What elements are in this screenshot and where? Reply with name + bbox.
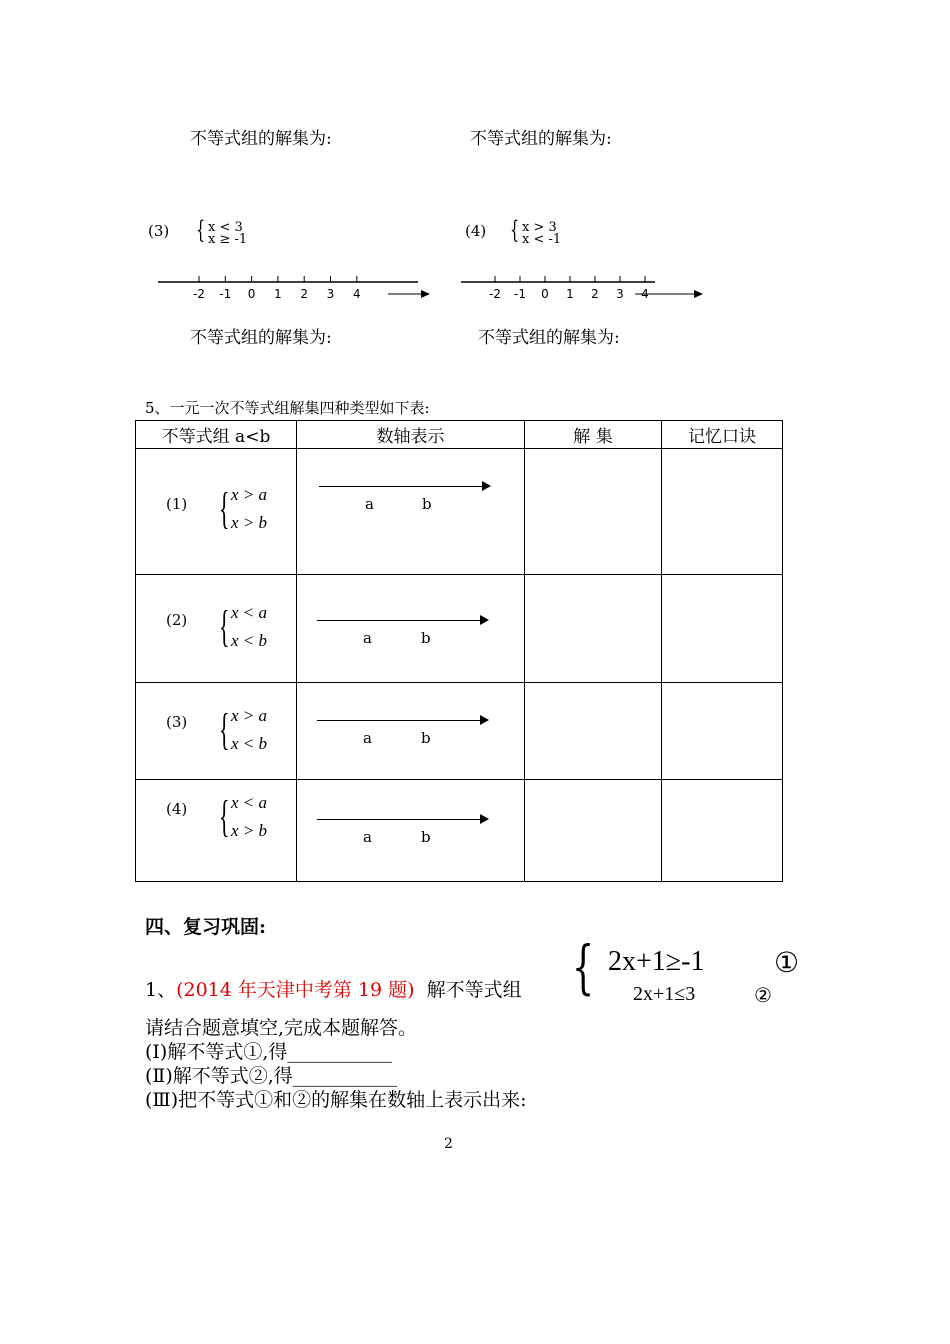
row4-arrow xyxy=(317,819,487,820)
problem-4-system: { x > 3 x < -1 xyxy=(510,216,562,247)
number-line-4-tick-label: 3 xyxy=(616,287,624,301)
number-line-3-tick-label: 0 xyxy=(247,287,256,301)
row3-b: b xyxy=(421,729,431,747)
row3-arrow xyxy=(317,720,487,721)
row3-a: a xyxy=(363,729,372,747)
row4-number: (4) xyxy=(166,800,188,818)
row2-system: { x < a x < b xyxy=(231,599,267,655)
number-line-3-tick-label: 3 xyxy=(326,287,335,301)
number-line-4-tick-label: 4 xyxy=(641,287,649,301)
number-line-3-tick-label: 1 xyxy=(274,287,282,301)
equation-1: 2x+1≥-1 xyxy=(608,946,705,977)
question-1 xyxy=(145,975,522,1002)
problem-4-number: (4) xyxy=(465,222,487,240)
row1-a: a xyxy=(365,495,374,513)
row1-line2: x > b xyxy=(231,513,268,532)
problem-4-solution-label: 不等式组的解集为: xyxy=(478,328,620,348)
row1-number: (1) xyxy=(166,495,188,513)
row2-number: (2) xyxy=(166,611,188,629)
number-line-4 xyxy=(455,268,715,308)
number-line-4-tick-label: 1 xyxy=(566,287,574,301)
step-2: (Ⅱ)解不等式②,得___________ xyxy=(145,1065,398,1087)
table-row xyxy=(136,575,783,683)
number-line-3 xyxy=(150,268,440,308)
number-line-3-tick-label: 2 xyxy=(300,287,309,301)
problem-3-number: (3) xyxy=(148,222,170,240)
row3-mnemonic-cell[interactable] xyxy=(662,683,783,780)
row2-a: a xyxy=(363,629,372,647)
page-number: 2 xyxy=(444,1136,453,1152)
step-3: (Ⅲ)把不等式①和②的解集在数轴上表示出来: xyxy=(145,1089,527,1111)
row3-line2: x < b xyxy=(231,734,268,753)
row2-line1: x < a xyxy=(231,603,268,622)
row1-solution-cell[interactable] xyxy=(525,449,662,575)
row2-line2: x < b xyxy=(231,631,268,650)
number-line-4-tick-label: 0 xyxy=(541,287,549,301)
problem-4-line2: x < -1 xyxy=(522,232,562,247)
row4-mnemonic-cell[interactable] xyxy=(662,780,783,882)
row4-a: a xyxy=(363,828,372,846)
row1-b: b xyxy=(422,495,432,513)
row3-line1: x > a xyxy=(231,706,268,725)
row3-number: (3) xyxy=(166,713,188,731)
problem-3-solution-label: 不等式组的解集为: xyxy=(190,328,332,348)
equation-2-mark: ② xyxy=(754,983,772,1007)
step-1: (Ⅰ)解不等式①,得___________ xyxy=(145,1041,392,1063)
row4-system: { x < a x > b xyxy=(231,789,267,845)
row2-b: b xyxy=(421,629,431,647)
number-line-4-tick-label: -2 xyxy=(489,287,501,301)
header-system: 不等式组 a<b xyxy=(136,421,297,449)
section5-title: 5、一元一次不等式组解集四种类型如下表: xyxy=(145,399,430,417)
row2-arrow xyxy=(317,620,487,621)
row3-system: { x > a x < b xyxy=(231,702,267,758)
q1-source: (2014 年天津中考第 19 题) xyxy=(176,979,415,1001)
solution-label-top-left: 不等式组的解集为: xyxy=(190,129,332,149)
table-row xyxy=(136,780,783,882)
number-line-3-tick-label: 4 xyxy=(352,287,361,301)
row1-line1: x > a xyxy=(231,485,268,504)
row4-b: b xyxy=(421,828,431,846)
section4-heading: 四、复习巩固: xyxy=(145,916,267,938)
table-header-row xyxy=(136,421,783,449)
row1-mnemonic-cell[interactable] xyxy=(662,449,783,575)
inequality-types-table xyxy=(135,420,783,882)
table-row xyxy=(136,449,783,575)
table-row xyxy=(136,683,783,780)
number-line-3-tick-label: -2 xyxy=(193,287,205,301)
header-solution: 解 集 xyxy=(525,421,662,449)
row1-arrow xyxy=(319,486,489,487)
equation-2: 2x+1≤3 xyxy=(633,983,696,1005)
number-line-4-tick-label: -1 xyxy=(514,287,526,301)
row3-solution-cell[interactable] xyxy=(525,683,662,780)
instruction: 请结合题意填空,完成本题解答。 xyxy=(145,1017,418,1039)
problem-3-line2: x ≥ -1 xyxy=(208,232,248,247)
solution-label-top-right: 不等式组的解集为: xyxy=(470,129,612,149)
number-line-4-tick-label: 2 xyxy=(591,287,599,301)
problem-3-line1: x < 3 xyxy=(208,220,243,235)
problem-3-system: { x < 3 x ≥ -1 xyxy=(196,216,248,247)
header-mnemonic: 记忆口诀 xyxy=(662,421,783,449)
number-line-3-tick-label: -1 xyxy=(219,287,232,301)
system-brace: { xyxy=(572,933,595,1001)
equation-1-mark: ① xyxy=(774,946,800,979)
row4-solution-cell[interactable] xyxy=(525,780,662,882)
row4-line1: x < a xyxy=(231,793,268,812)
header-number-line: 数轴表示 xyxy=(297,421,525,449)
row2-mnemonic-cell[interactable] xyxy=(662,575,783,683)
q1-text: 解不等式组 xyxy=(426,979,522,1001)
q1-prefix: 1、 xyxy=(145,979,177,1001)
row1-system: { x > a x > b xyxy=(231,481,267,537)
row2-solution-cell[interactable] xyxy=(525,575,662,683)
row4-line2: x > b xyxy=(231,821,268,840)
problem-4-line1: x > 3 xyxy=(522,220,557,235)
